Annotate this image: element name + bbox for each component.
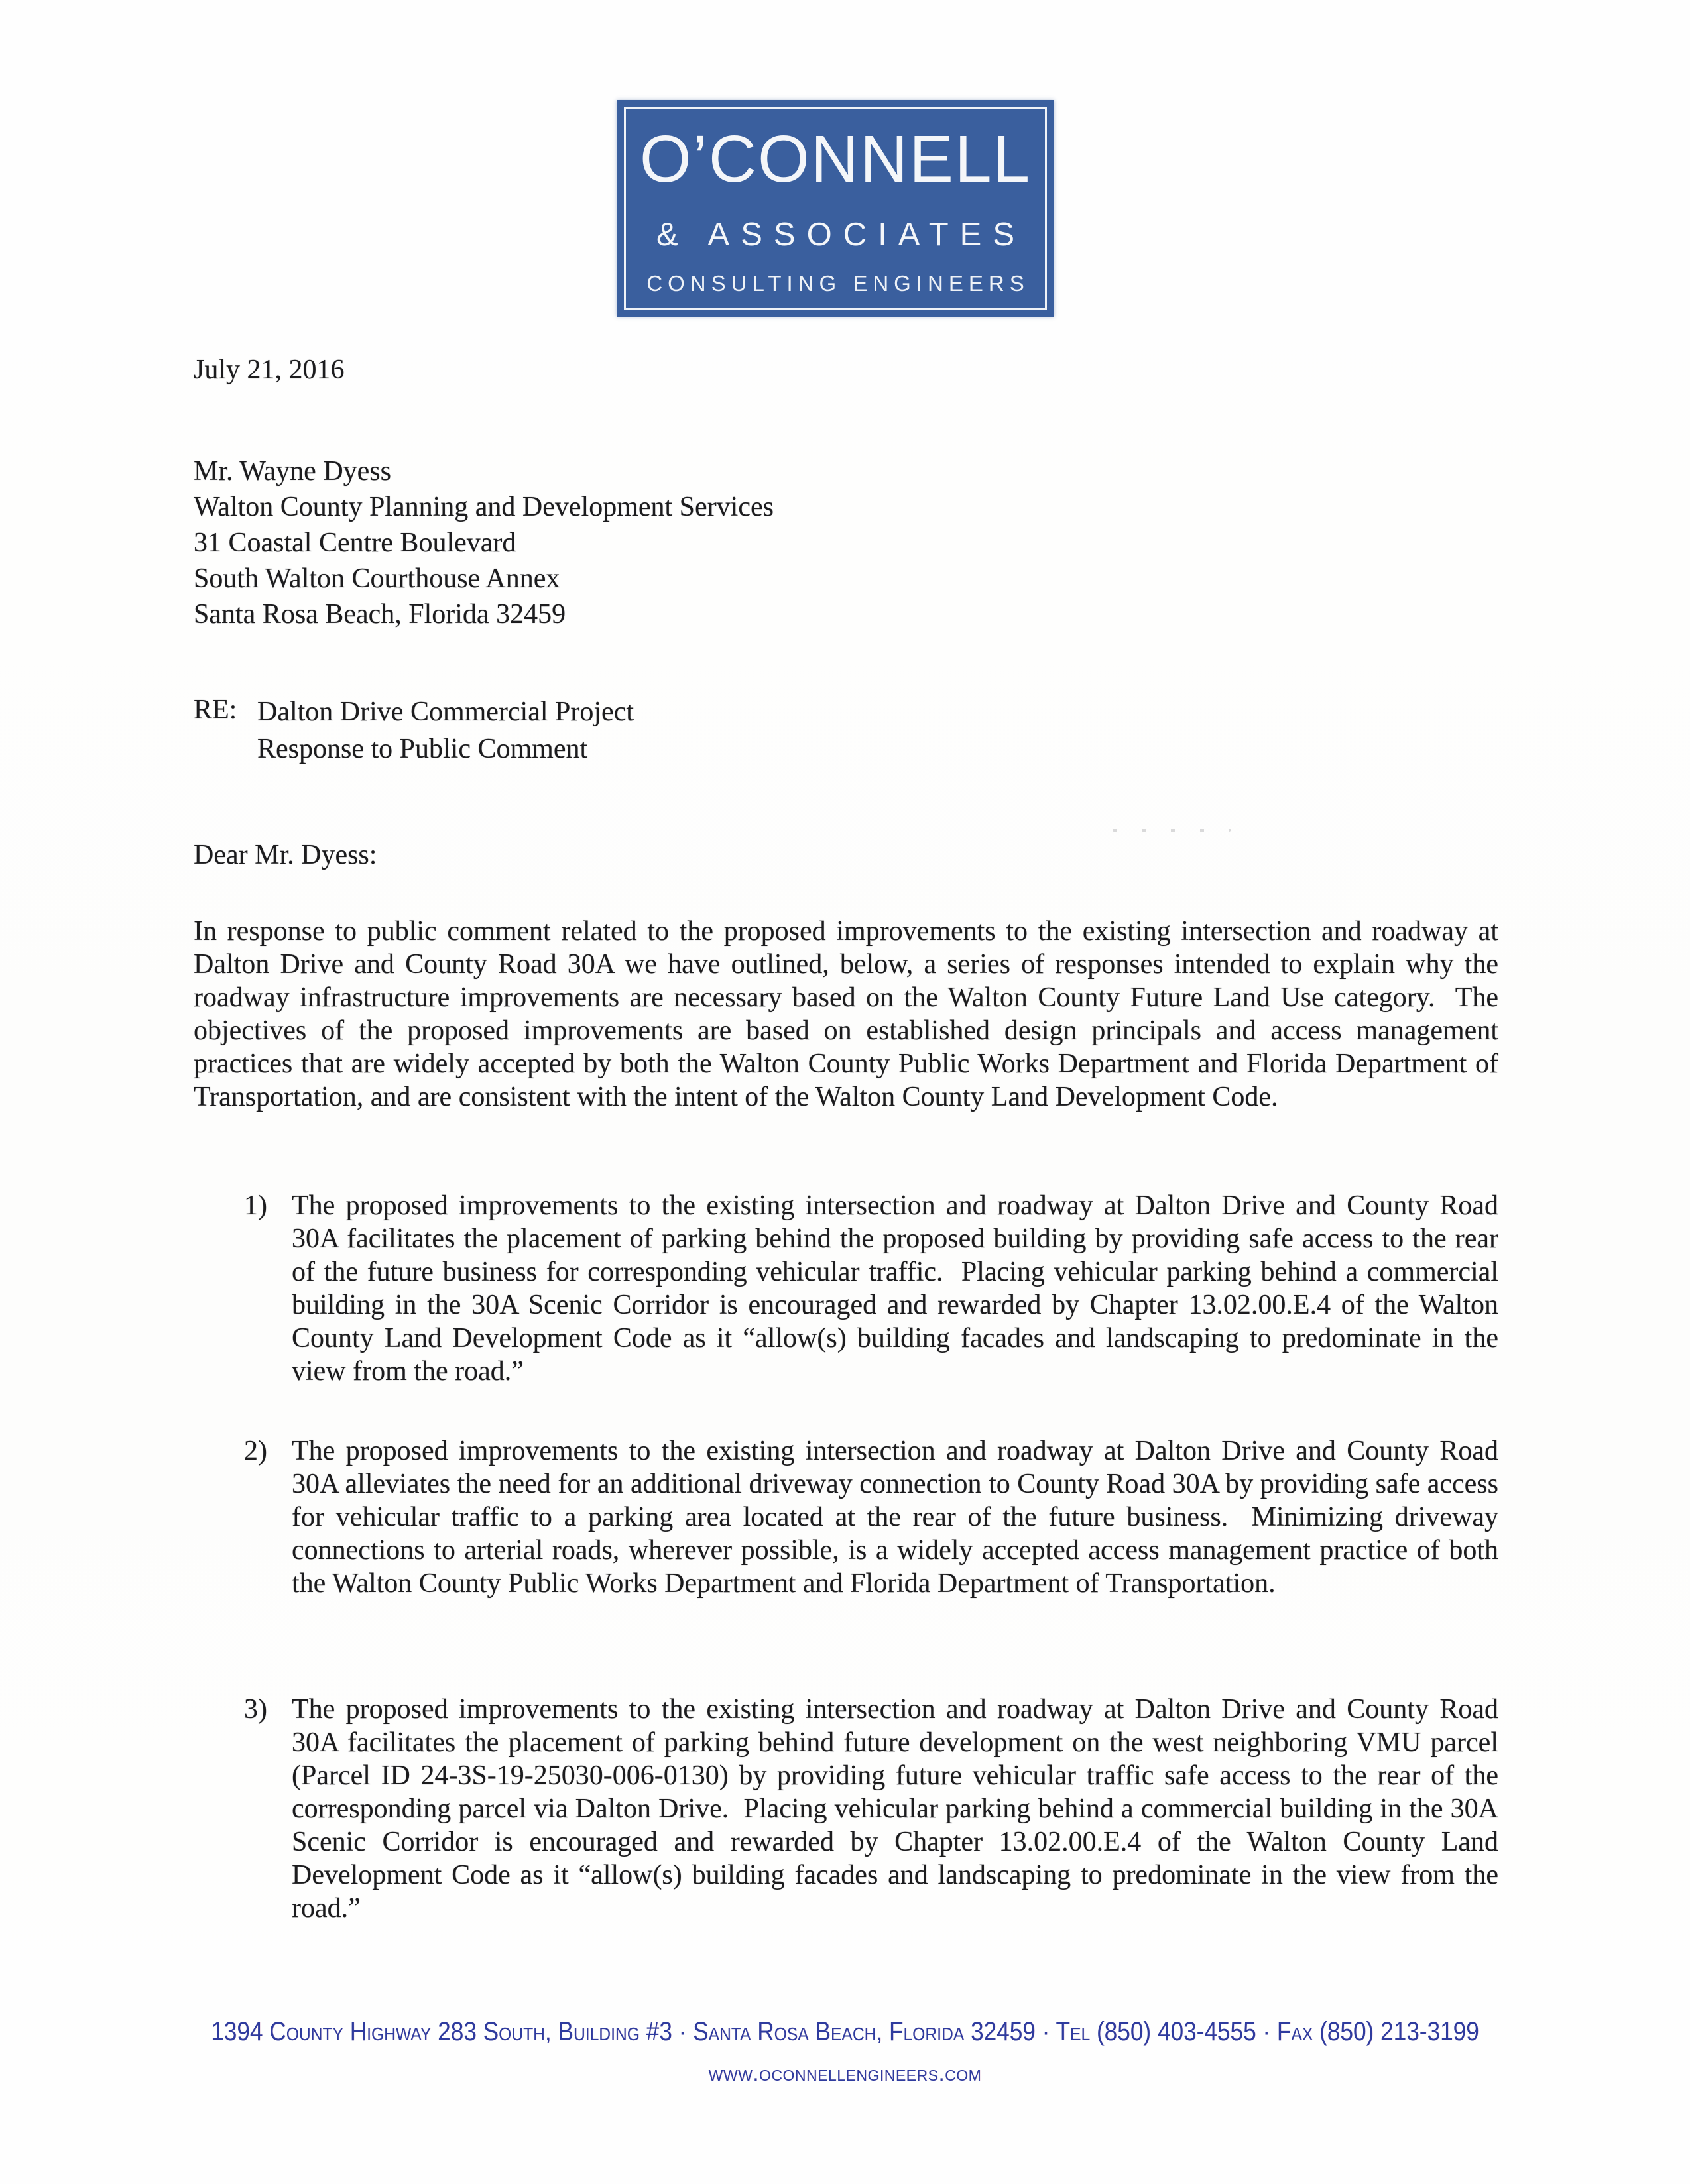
recipient-address-line3: Santa Rosa Beach, Florida 32459 — [194, 599, 566, 630]
footer-address-line: 1394 County Highway 283 South, Building #3 · Santa Rosa Beach, Florida 32459 · Tel (850) 403-4555 · Fax (850) 213-3199 — [211, 2017, 1479, 2046]
recipient-address-block — [194, 453, 774, 632]
footer — [0, 2017, 1690, 2086]
list-item-2-text: The proposed improvements to the existing intersection and roadway at Dalton Drive and County Road 30A alleviates the need for an additional driveway connection to County Road 30A by providing safe access for vehicular traffic to a parking area located at the rear of the future business. Minimizing driveway connections to arterial roads, wherever possible, is a widely accepted access management practice of both the Walton County Public Works Department and Florida Department of Transportation. — [292, 1436, 1498, 1599]
recipient-address-line1: 31 Coastal Centre Boulevard — [194, 528, 516, 558]
list-item-2-number: 2) — [244, 1436, 267, 1466]
logo-company-name: O’CONNELL — [639, 121, 1032, 196]
salutation: Dear Mr. Dyess: — [194, 840, 377, 870]
re-subject-line2: Response to Public Comment — [257, 734, 588, 764]
recipient-organization: Walton County Planning and Development Services — [194, 492, 774, 522]
recipient-address-line2: South Walton Courthouse Annex — [194, 563, 560, 594]
logo-subtitle: & ASSOCIATES — [656, 216, 1026, 253]
logo-tagline: CONSULTING ENGINEERS — [646, 270, 1030, 296]
list-item-3-text: The proposed improvements to the existing intersection and roadway at Dalton Drive and County Road 30A facilitates the placement of parking behind future development on the west neighboring VMU parcel (Parcel ID 24-3S-19-25030-006-0130) by providing future vehicular traffic safe access to the rear of the corresponding parcel via Dalton Drive. Placing vehicular parking behind a commercial building in the 30A Scenic Corridor is encouraged and rewarded by Chapter 13.02.00.E.4 of the Walton County Land Development Code as it “allow(s) building facades and landscaping to predominate in the view from the road.” — [292, 1694, 1498, 1924]
re-subject-line1: Dalton Drive Commercial Project — [257, 697, 634, 727]
list-item-2 — [244, 1434, 1498, 1600]
footer-website: www.oconnellengineers.com — [708, 2061, 982, 2085]
re-label: RE: — [194, 695, 237, 725]
logo-frame — [624, 107, 1047, 310]
re-subject — [257, 693, 634, 768]
company-logo — [617, 100, 1054, 317]
list-item-1 — [244, 1189, 1498, 1388]
recipient-name: Mr. Wayne Dyess — [194, 456, 391, 487]
re-block — [194, 693, 634, 768]
intro-paragraph: In response to public comment related to the proposed improvements to the existing intersection and roadway at Dalton Drive and County Road 30A we have outlined, below, a series of responses intended to explain why the roadway infrastructure improvements are necessary based on the Walton County Future Land Use category. The objectives of the proposed improvements are based on established design principals and access management practices that are widely accepted by both the Walton County Public Works Department and Florida Department of Transportation, and are consistent with the intent of the Walton County Land Development Code. — [194, 916, 1498, 1112]
list-item-3-number: 3) — [244, 1694, 267, 1725]
letter-date: July 21, 2016 — [194, 355, 345, 385]
list-item-1-number: 1) — [244, 1190, 267, 1221]
pencil-mark-artifact — [1113, 829, 1231, 832]
list-item-1-text: The proposed improvements to the existing intersection and roadway at Dalton Drive and County Road 30A facilitates the placement of parking behind the proposed building by providing safe access to the rear of the future business for corresponding vehicular traffic. Placing vehicular parking behind a commercial building in the 30A Scenic Corridor is encouraged and rewarded by Chapter 13.02.00.E.4 of the Walton County Land Development Code as it “allow(s) building facades and landscaping to predominate in the view from the road.” — [292, 1190, 1498, 1387]
list-item-3 — [244, 1693, 1498, 1925]
